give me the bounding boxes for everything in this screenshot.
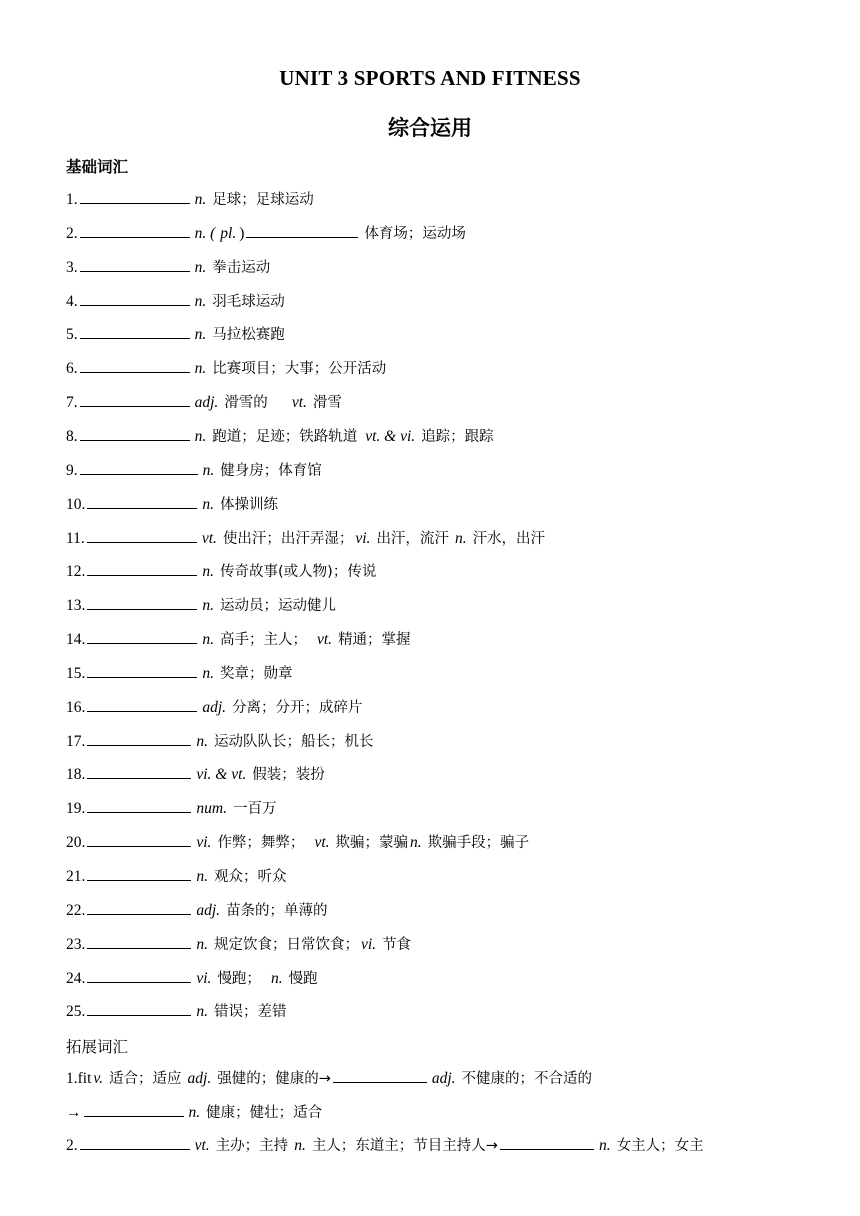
definition: 慢跑； <box>217 970 261 987</box>
answer-blank[interactable] <box>80 1135 190 1150</box>
vocab-item <box>66 832 529 853</box>
item-number: 2. <box>66 1137 78 1154</box>
item-number: 10. <box>66 495 86 513</box>
part-of-speech: n. <box>196 935 208 953</box>
part-of-speech: n. <box>270 969 283 987</box>
part-of-speech: n. <box>202 461 215 479</box>
word-text: → <box>66 1103 82 1121</box>
item-number: 17. <box>66 732 86 750</box>
part-of-speech: num. <box>196 800 227 818</box>
item-number: 23. <box>66 935 86 953</box>
vocab-item <box>66 561 376 582</box>
vocab-item <box>66 392 342 413</box>
vocab-item <box>66 764 325 785</box>
answer-blank[interactable] <box>87 900 191 915</box>
item-number: 21. <box>66 868 86 885</box>
part-of-speech: v. <box>93 1070 104 1087</box>
vocab-item <box>66 1102 322 1123</box>
answer-blank[interactable] <box>87 595 197 610</box>
item-number: 5. <box>66 326 78 344</box>
item-number: 12. <box>66 563 86 581</box>
word-text: ) <box>239 224 245 242</box>
part-of-speech: n. <box>194 360 207 378</box>
answer-blank[interactable] <box>87 798 191 813</box>
definition: 体育场；运动场 <box>364 225 466 242</box>
answer-blank[interactable] <box>80 189 190 204</box>
part-of-speech: adj. <box>196 901 221 919</box>
part-of-speech: n. <box>194 326 207 344</box>
answer-blank[interactable] <box>80 291 190 306</box>
definition: 滑雪 <box>312 395 342 412</box>
definition: 观众；听众 <box>214 869 287 885</box>
part-of-speech: n. <box>202 563 214 581</box>
part-of-speech: adj. <box>202 698 227 716</box>
definition: 节食 <box>382 936 412 953</box>
part-of-speech: vt. <box>317 631 333 649</box>
definition: 比赛项目；大事；公开活动 <box>212 361 387 378</box>
part-of-speech: adj. <box>194 394 219 412</box>
definition: 主人；东道主；节目主持人→ <box>311 1138 498 1154</box>
answer-blank[interactable] <box>333 1068 427 1083</box>
answer-blank[interactable] <box>80 358 190 373</box>
part-of-speech: n. <box>202 664 214 682</box>
part-of-speech: n. <box>194 292 207 310</box>
definition: 羽毛球运动 <box>212 293 285 310</box>
section-basic-heading: 基础词汇 <box>66 158 129 176</box>
item-number: 19. <box>66 800 86 818</box>
answer-blank[interactable] <box>80 460 198 475</box>
part-of-speech: n. <box>410 834 422 852</box>
vocab-item <box>66 324 285 345</box>
part-of-speech: vt. <box>194 1137 210 1154</box>
item-number: 11. <box>66 529 85 547</box>
part-of-speech: n. <box>194 191 207 208</box>
definition: 运动员；运动健儿 <box>220 598 336 615</box>
vocab-item <box>66 1001 287 1022</box>
item-number: 9. <box>66 461 78 479</box>
answer-blank[interactable] <box>87 934 191 949</box>
answer-blank[interactable] <box>80 223 190 238</box>
vocab-item <box>66 731 374 752</box>
vocab-item <box>66 1068 592 1089</box>
definition: 使出汗；出汗弄湿； <box>222 530 354 547</box>
vocab-item <box>66 528 545 549</box>
definition: 拳击运动 <box>212 259 271 276</box>
item-number: 4. <box>66 292 78 310</box>
item-number: 3. <box>66 258 78 276</box>
word-text: fit <box>77 1070 92 1087</box>
part-of-speech: vt. & vi. <box>365 427 416 445</box>
part-of-speech: vt. <box>291 394 307 412</box>
page-subtitle: 综合运用 <box>388 116 472 140</box>
answer-blank[interactable] <box>87 494 197 509</box>
answer-blank[interactable] <box>246 223 358 238</box>
part-of-speech: vi. <box>196 969 212 987</box>
part-of-speech: vt. <box>201 529 217 547</box>
answer-blank[interactable] <box>87 1001 191 1016</box>
part-of-speech: n. <box>202 631 214 649</box>
answer-blank[interactable] <box>87 731 191 746</box>
item-number: 2. <box>66 224 78 242</box>
definition: 奖章；勋章 <box>220 665 293 682</box>
part-of-speech: n. <box>188 1103 201 1121</box>
definition: 跑道；足迹；铁路轨道 <box>212 428 358 445</box>
item-number: 1. <box>66 191 78 208</box>
part-of-speech: n. <box>196 732 208 750</box>
vocab-item <box>66 968 318 989</box>
part-of-speech: n. <box>202 597 214 615</box>
item-number: 20. <box>66 834 86 852</box>
definition: 不健康的；不合适的 <box>461 1071 593 1087</box>
definition: 汗水，出汗 <box>472 530 546 547</box>
vocab-item <box>66 223 466 244</box>
answer-blank[interactable] <box>80 392 190 407</box>
definition: 传奇故事(或人物)；传说 <box>220 564 377 581</box>
definition: 滑雪的 <box>224 395 268 412</box>
vocab-item <box>66 629 411 650</box>
part-of-speech: n. <box>194 427 207 445</box>
part-of-speech: n. <box>194 258 207 276</box>
definition: 高手；主人； <box>220 632 307 649</box>
definition: 欺骗手段；骗子 <box>427 835 530 852</box>
definition: 苗条的；单薄的 <box>226 902 328 919</box>
definition: 运动队队长；船长；机长 <box>214 733 374 750</box>
part-of-speech: vi. <box>196 834 212 852</box>
vocab-item <box>66 291 285 312</box>
definition: 足球；足球运动 <box>212 192 314 208</box>
item-number: 18. <box>66 766 86 784</box>
item-number: 15. <box>66 664 86 682</box>
answer-blank[interactable] <box>500 1135 594 1150</box>
item-number: 14. <box>66 631 86 649</box>
answer-blank[interactable] <box>87 968 191 983</box>
item-number: 25. <box>66 1003 86 1021</box>
item-number: 22. <box>66 901 86 919</box>
part-of-speech: vi. <box>361 935 377 953</box>
part-of-speech: adj. <box>431 1070 456 1087</box>
answer-blank[interactable] <box>80 426 190 441</box>
vocab-item <box>66 189 314 210</box>
part-of-speech: n. <box>294 1137 306 1154</box>
answer-blank[interactable] <box>87 832 191 847</box>
definition: 马拉松赛跑 <box>212 327 285 344</box>
definition: 适合；适应 <box>109 1071 182 1087</box>
definition: 主办；主持 <box>215 1138 289 1154</box>
vocab-item <box>66 1135 704 1156</box>
definition: 精通；掌握 <box>338 632 411 649</box>
answer-blank[interactable] <box>87 629 197 644</box>
answer-blank[interactable] <box>84 1102 184 1117</box>
definition: 规定饮食；日常饮食； <box>214 936 359 953</box>
definition: 慢跑 <box>288 970 318 987</box>
vocab-item <box>66 866 287 887</box>
definition: 出汗，流汗 <box>376 530 449 547</box>
item-number: 7. <box>66 394 78 412</box>
item-number: 1. <box>66 1070 78 1087</box>
answer-blank[interactable] <box>80 324 190 339</box>
part-of-speech: n. <box>196 1003 208 1021</box>
answer-blank[interactable] <box>87 697 197 712</box>
item-number: 24. <box>66 969 86 987</box>
vocab-item <box>66 460 322 481</box>
item-number: 16. <box>66 698 86 716</box>
definition: 假装；装扮 <box>252 767 325 784</box>
part-of-speech: n. <box>454 529 467 547</box>
vocab-item <box>66 934 411 955</box>
part-of-speech: n. ( <box>194 224 216 242</box>
answer-blank[interactable] <box>87 866 191 881</box>
vocab-item <box>66 900 328 921</box>
vocab-item <box>66 697 363 718</box>
vocab-item <box>66 257 270 278</box>
part-of-speech: n. <box>598 1137 611 1154</box>
vocab-item <box>66 663 293 684</box>
part-of-speech: adj. <box>187 1070 212 1087</box>
definition: 体操训练 <box>220 496 278 513</box>
definition: 错误；差错 <box>214 1004 287 1021</box>
answer-blank[interactable] <box>87 528 197 543</box>
answer-blank[interactable] <box>80 257 190 272</box>
definition: 一百万 <box>232 801 277 818</box>
definition: 强健的；健康的→ <box>217 1071 331 1087</box>
answer-blank[interactable] <box>87 663 197 678</box>
part-of-speech: pl. <box>220 224 237 242</box>
page-title: UNIT 3 SPORTS AND FITNESS <box>279 66 581 90</box>
definition: 欺骗；蒙骗 <box>335 835 408 852</box>
definition: 追踪；跟踪 <box>421 428 494 445</box>
item-number: 8. <box>66 427 78 445</box>
item-number: 6. <box>66 360 78 378</box>
part-of-speech: vi. <box>355 529 371 547</box>
vocab-item <box>66 595 336 616</box>
item-number: 13. <box>66 597 86 615</box>
definition: 女主人；女主 <box>616 1138 704 1154</box>
definition: 分离；分开；成碎片 <box>232 699 363 716</box>
section-extended-heading: 拓展词汇 <box>66 1038 129 1056</box>
definition: 健身房；体育馆 <box>220 462 322 479</box>
vocab-item <box>66 798 276 819</box>
part-of-speech: vt. <box>314 834 330 852</box>
part-of-speech: n. <box>196 868 208 885</box>
vocab-item <box>66 358 386 379</box>
part-of-speech: vi. & vt. <box>196 766 247 784</box>
answer-blank[interactable] <box>87 561 197 576</box>
answer-blank[interactable] <box>87 764 191 779</box>
definition: 健康；健壮；适合 <box>206 1104 323 1121</box>
part-of-speech: n. <box>202 495 214 513</box>
vocab-item <box>66 426 494 447</box>
vocab-item <box>66 494 278 515</box>
definition: 作弊；舞弊； <box>217 835 305 852</box>
